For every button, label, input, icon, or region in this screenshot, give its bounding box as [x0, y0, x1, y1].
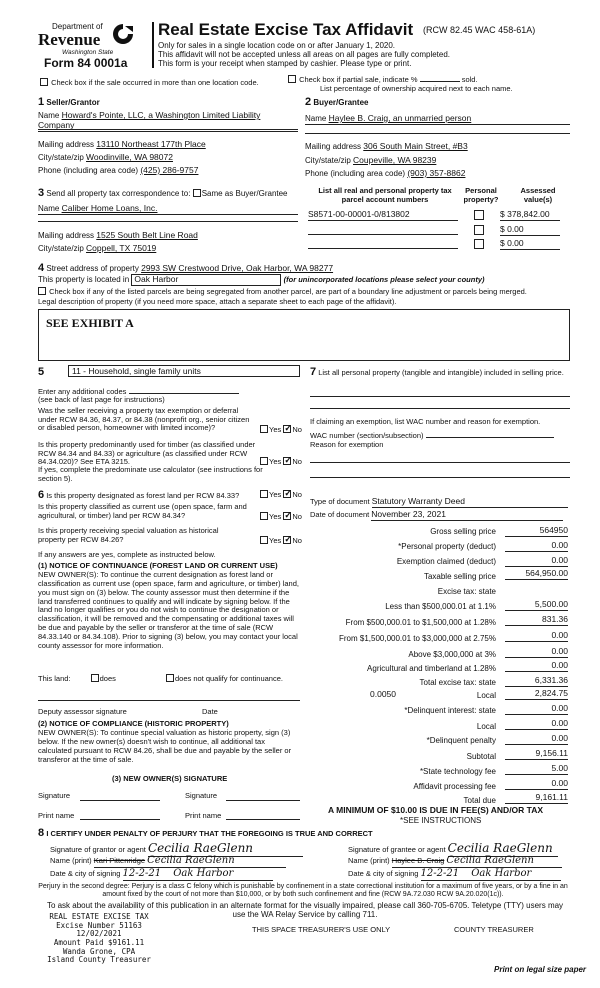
- multi-location-checkbox[interactable]: [40, 78, 48, 86]
- form-number: Form 84 0001a: [44, 56, 128, 70]
- segregation-label: Check box if any of the listed parcels are being segregated from another parcel, are part of a boundary line adjustment or parcels being merged.: [49, 287, 527, 296]
- reason-line-1[interactable]: [310, 462, 570, 463]
- gross-label: Gross selling price: [430, 527, 496, 536]
- minimum-notice: A MINIMUM OF $10.00 IS DUE IN FEE(S) AND/OR TAX: [328, 805, 544, 815]
- same-as-buyer-label: Same as Buyer/Grantee: [201, 189, 288, 198]
- stamp-line: 12/02/2021: [76, 929, 122, 939]
- wac-number-label: WAC number (section/subsection): [310, 431, 424, 440]
- new-owner-signature-title: (3) NEW OWNER(S) SIGNATURE: [112, 774, 228, 783]
- gross-selling-price[interactable]: 564950: [505, 526, 568, 537]
- see-instructions: *SEE INSTRUCTIONS: [400, 816, 482, 825]
- grantee-date-label: Date & city of signing: [348, 869, 419, 878]
- dept-of-label: Department of: [52, 22, 103, 31]
- tier5-label: Agricultural and timberland at 1.28%: [367, 664, 496, 673]
- buyer-heading: Buyer/Grantee: [313, 98, 369, 107]
- buyer-section: [305, 96, 570, 176]
- deputy-date-label: Date: [202, 707, 218, 716]
- local-rate[interactable]: 0.0050: [370, 689, 396, 699]
- grantor-signature[interactable]: Cecilia RaeGlenn: [148, 842, 303, 857]
- grantor-city: Oak Harbor: [173, 868, 234, 879]
- exemption-claimed[interactable]: 0.00: [505, 556, 568, 567]
- owner2-signature-line[interactable]: [226, 800, 300, 801]
- seller-addr-label: Mailing address: [38, 140, 95, 149]
- grantor-struck-name: Kari Pittenridge: [93, 856, 146, 865]
- seller-heading: Seller/Grantor: [46, 98, 100, 107]
- notice-continuance-text: NEW OWNER(S): To continue the current designation as forest land or classification as current use (open space, farm and agriculture, or timber) land, you must sign on (3) below. The county assessor must then determine if the land transferred continues to qualify and will indicate by signing below. If the land no longer qualifies or you do not wish to continue the designation or classification, it will be removed and the compensating or additional taxes will be due and payable by the seller or transferor at the time of sale (RCW 84.33.140 or 84.34.108). Prior to signing (3) below, you may contact your local county assessor for more information.: [38, 570, 299, 650]
- grantee-printed-name: Cecilia RaeGlenn: [446, 855, 534, 866]
- corr-num: 3: [38, 187, 45, 199]
- personal-property-header: Personal property?: [463, 186, 499, 204]
- subtitle-1: Only for sales in a single location code on or after January 1, 2020.: [158, 41, 396, 50]
- assessed-values-header: Assessed value(s): [520, 186, 556, 204]
- grantor-date-city-field[interactable]: [123, 868, 273, 881]
- assessed-value[interactable]: $ 378,842.00: [500, 210, 560, 221]
- doc-type-label: Type of document: [310, 497, 370, 506]
- personal-property-deduct[interactable]: 0.00: [505, 541, 568, 552]
- taxable-selling-price[interactable]: 564,950.00: [505, 569, 568, 580]
- sec4-num: 4: [38, 262, 45, 274]
- stamp-line: Excise Number 51163: [56, 920, 142, 930]
- personal-label: *Personal property (deduct): [398, 542, 496, 551]
- multi-location-label: Check box if the sale occurred in more than one location code.: [51, 78, 259, 87]
- additional-codes-label: Enter any additional codes: [38, 387, 127, 396]
- current-use-no-label: No: [292, 512, 302, 521]
- correspondence-section: [38, 187, 298, 257]
- reason-line-2[interactable]: [310, 477, 570, 478]
- doc-type[interactable]: Statutory Warranty Deed: [372, 497, 568, 508]
- historic-question: Is this property receiving special valuation as historical property per RCW 84.26?: [38, 526, 219, 544]
- delinquent-interest-label: *Delinquent interest: state: [404, 706, 496, 715]
- q1-yes-label: Yes: [269, 425, 282, 434]
- legal-description: SEE EXHIBIT A: [46, 316, 134, 330]
- legal-description-box[interactable]: [38, 309, 570, 361]
- street-address[interactable]: 2993 SW Crestwood Drive, Oak Harbor, WA 98277: [141, 263, 334, 273]
- grantor-date: 12-2-21: [122, 868, 162, 879]
- dor-logo-icon: [111, 22, 135, 46]
- sec8-num: 8: [38, 827, 45, 839]
- grantee-signature[interactable]: Cecilia RaeGlenn: [448, 842, 558, 857]
- forest-yes-label: Yes: [269, 490, 282, 499]
- q2-yes-label: Yes: [269, 457, 282, 466]
- buyer-address[interactable]: 306 South Main Street, #B3: [363, 141, 468, 151]
- sec6-num: 6: [38, 489, 45, 501]
- buyer-name-label: Name: [305, 114, 327, 123]
- exemption-claim-label: If claiming an exemption, list WAC number and reason for exemption.: [310, 417, 541, 426]
- predominate-use-note: If yes, complete the predominate use calculator (see instructions for section 5).: [38, 465, 263, 483]
- grantor-printed-name: Cecilia RaeGlenn: [147, 855, 235, 866]
- seller-city[interactable]: Woodinville, WA 98072: [86, 152, 173, 162]
- grantee-city: Oak Harbor: [471, 868, 532, 879]
- stamp-line: Island County Treasurer: [47, 955, 151, 965]
- buyer-name[interactable]: Haylee B. Craig, an unmarried person: [328, 113, 472, 123]
- does-not-checkbox[interactable]: [166, 674, 174, 682]
- sold-label: sold.: [461, 75, 478, 84]
- tech-fee[interactable]: 5.00: [505, 764, 568, 775]
- forest-no-checkbox[interactable]: [283, 490, 291, 498]
- stamp-line: REAL ESTATE EXCISE TAX: [49, 912, 149, 921]
- parcel-number[interactable]: [308, 225, 458, 235]
- partial-sale-checkbox[interactable]: [288, 75, 296, 83]
- location-select[interactable]: Oak Harbor: [131, 274, 281, 286]
- buyer-city-label: City/state/zip: [305, 156, 351, 165]
- corr-city-label: City/state/zip: [38, 244, 84, 253]
- doc-date[interactable]: November 23, 2021: [371, 510, 563, 521]
- owner-print-name-line[interactable]: [80, 819, 160, 820]
- q1-no-checkbox[interactable]: [283, 425, 291, 433]
- buyer-city[interactable]: Coupeville, WA 98239: [353, 155, 437, 165]
- grantee-print-label: Name (print): [348, 856, 390, 865]
- excise-stamp: [24, 913, 174, 965]
- total-state-label: Total excise tax: state: [419, 678, 496, 687]
- tier3-label: From $1,500,000.01 to $3,000,000 at 2.75%: [338, 634, 496, 643]
- q2-yes-checkbox[interactable]: [260, 457, 268, 465]
- assessed-value[interactable]: $ 0.00: [500, 225, 560, 236]
- does-not-label: does not qualify for continuance.: [174, 674, 283, 683]
- exemption-label: Exemption claimed (deduct): [396, 557, 496, 566]
- processing-fee-label: Affidavit processing fee: [413, 782, 496, 791]
- stamp-line: Amount Paid $9161.11: [53, 937, 145, 947]
- seller-name-label: Name: [38, 111, 60, 120]
- segregation-checkbox[interactable]: [38, 287, 46, 295]
- sec7-num: 7: [310, 366, 317, 378]
- grantor-date-label: Date & city of signing: [50, 869, 121, 878]
- owner2-signature-label: Signature: [185, 791, 218, 800]
- notice-continuance-title: (1) NOTICE OF CONTINUANCE (FOREST LAND OR CURRENT USE): [38, 561, 278, 570]
- owner2-print-name-label: Print name: [185, 811, 222, 820]
- additional-codes-input[interactable]: [129, 386, 239, 394]
- tier2-value[interactable]: 831.36: [505, 615, 568, 626]
- total-due-label: Total due: [463, 796, 496, 805]
- parcel-header: List all real and personal property tax parcel account numbers: [318, 186, 452, 204]
- state-tax-label: Excise tax: state: [437, 587, 496, 596]
- corr-heading: Send all property tax correspondence to:: [46, 189, 191, 198]
- grantee-date: 12-2-21: [420, 868, 460, 879]
- unincorporated-note: (for unincorporated locations please select your county): [283, 275, 485, 284]
- corr-name[interactable]: Caliber Home Loans, Inc.: [61, 203, 158, 213]
- tier5-value[interactable]: 0.00: [505, 661, 568, 672]
- form-title: Real Estate Excise Tax Affidavit: [158, 20, 414, 39]
- stamp-line: Wanda Grone, CPA: [62, 946, 136, 956]
- personal-property-checkbox[interactable]: [474, 239, 484, 249]
- historic-no-label: No: [292, 536, 302, 545]
- if-yes-instruction: If any answers are yes, complete as instructed below.: [38, 550, 216, 559]
- timber-question: Is this property predominantly used for timber (as classified under RCW 84.34 and 84.33) or agriculture (as classified under RCW 84.34.020)? See ETA 3215.: [38, 440, 256, 467]
- owner2-print-name-line[interactable]: [226, 819, 300, 820]
- certify-heading: I CERTIFY UNDER PENALTY OF PERJURY THAT THE FOREGOING IS TRUE AND CORRECT: [46, 829, 373, 838]
- personal-property-checkbox[interactable]: [474, 225, 484, 235]
- buyer-addr-label: Mailing address: [305, 142, 362, 151]
- seller-num: 1: [38, 96, 45, 108]
- local-interest[interactable]: 0.00: [505, 719, 568, 730]
- list-percentage-note: List percentage of ownership acquired next to each name.: [320, 84, 513, 93]
- grantor-sig-label: Signature of grantor or agent: [50, 845, 146, 854]
- deputy-signature-label: Deputy assessor signature: [38, 707, 127, 716]
- corr-address[interactable]: 1525 South Belt Line Road: [96, 230, 198, 240]
- street-address-label: Street address of property: [46, 264, 139, 273]
- local2-label: Local: [476, 722, 496, 731]
- subtotal-label: Subtotal: [466, 752, 496, 761]
- legal-paper-note: Print on legal size paper: [494, 965, 587, 974]
- tier1-label: Less than $500,000.01 at 1.1%: [385, 602, 496, 611]
- grantee-date-city-field[interactable]: [421, 868, 561, 881]
- tier1-value[interactable]: 5,500.00: [505, 600, 568, 611]
- see-back-note: (see back of last page for instructions): [38, 395, 165, 404]
- forest-no-label: No: [292, 490, 302, 499]
- this-land-label: This land:: [38, 674, 71, 683]
- revenue-wordmark: Revenue: [38, 30, 101, 49]
- owner-print-name-label: Print name: [38, 811, 75, 820]
- subtotal[interactable]: 9,156.11: [505, 749, 568, 760]
- does-checkbox[interactable]: [91, 674, 99, 682]
- current-use-no-checkbox[interactable]: [283, 512, 291, 520]
- owner-signature-line[interactable]: [80, 800, 160, 801]
- corr-city[interactable]: Coppell, TX 75019: [86, 243, 157, 253]
- historic-yes-checkbox[interactable]: [260, 536, 268, 544]
- tier4-value[interactable]: 0.00: [505, 647, 568, 658]
- current-use-yes-label: Yes: [269, 512, 282, 521]
- delinquent-penalty-label: *Delinquent penalty: [426, 736, 496, 745]
- processing-fee[interactable]: 0.00: [505, 779, 568, 790]
- personal-property-checkbox[interactable]: [474, 210, 484, 220]
- assessed-value[interactable]: $ 0.00: [500, 239, 560, 250]
- subtitle-2: This affidavit will not be accepted unless all areas on all pages are fully completed.: [158, 50, 451, 59]
- grantor-name-field[interactable]: [94, 855, 286, 868]
- tier2-label: From $500,000.01 to $1,500,000 at 1.28%: [345, 618, 496, 627]
- seller-name[interactable]: Howard's Pointe, LLC, a Washington Limited Liability Company: [38, 110, 261, 130]
- personal-property-line[interactable]: [310, 396, 570, 397]
- same-as-buyer-checkbox[interactable]: [193, 189, 201, 197]
- corr-name-label: Name: [38, 204, 60, 213]
- local-tax[interactable]: 2,824.75: [505, 689, 568, 700]
- q2-no-label: No: [292, 457, 302, 466]
- total-due[interactable]: 9,161.11: [505, 793, 568, 804]
- perjury-notice: Perjury in the second degree: Perjury is a class C felony which is punishable by confinement in a state correctional institution for a maximum of five years, or by a fine in an amount fixed by the court of not more than $10,000, or by both such confinement and fine (RCW 9A.72.030 RCW 9A.20.020(1c)).: [38, 883, 568, 899]
- seller-section: [38, 96, 298, 176]
- does-label: does: [99, 674, 116, 683]
- washington-state-label: Washington State: [62, 49, 114, 56]
- parcel-number[interactable]: [308, 239, 458, 249]
- parcel-number[interactable]: S8571-00-00001-0/813802: [308, 210, 458, 221]
- seller-city-label: City/state/zip: [38, 153, 84, 162]
- q1-yes-checkbox[interactable]: [260, 425, 268, 433]
- delinquent-penalty[interactable]: 0.00: [505, 734, 568, 745]
- tier3-value[interactable]: 0.00: [505, 631, 568, 642]
- buyer-phone-label: Phone (including area code): [305, 169, 406, 178]
- sec5-num: 5: [38, 366, 45, 378]
- reason-exemption-label: Reason for exemption: [310, 440, 384, 449]
- land-use-select[interactable]: 11 - Household, single family units: [68, 365, 300, 377]
- local-label: Local: [476, 691, 496, 700]
- grantee-struck-name: Haylee B. Craig: [391, 856, 445, 865]
- tier4-label: Above $3,000,000 at 3%: [408, 650, 496, 659]
- total-state-tax[interactable]: 6,331.36: [505, 676, 568, 687]
- personal-property-line-2[interactable]: [310, 408, 570, 409]
- current-use-question: Is this property classified as current use (open space, farm and agricultural, or timber) land per RCW 84.34?: [38, 502, 247, 520]
- located-in-label: This property is located in: [38, 275, 130, 284]
- seller-phone[interactable]: (425) 286-9757: [140, 165, 199, 175]
- buyer-num: 2: [305, 96, 312, 108]
- corr-addr-label: Mailing address: [38, 231, 95, 240]
- seller-phone-label: Phone (including area code): [38, 166, 139, 175]
- forest-question: Is this property designated as forest land per RCW 84.33?: [46, 491, 240, 500]
- grantor-print-label: Name (print): [50, 856, 92, 865]
- q1-no-label: No: [292, 425, 302, 434]
- doc-date-label: Date of document: [310, 510, 370, 519]
- delinquent-interest[interactable]: 0.00: [505, 704, 568, 715]
- form-rcw: (RCW 82.45 WAC 458-61A): [423, 25, 536, 35]
- notice-compliance-text: NEW OWNER(S): To continue special valuation as historic property, sign (3) below. If the new owner(s) doesn't wish to continue, all additional tax calculated pursuant to RCW 84.26, shall be due and payable by the seller or transferor at the time of sale.: [38, 728, 292, 764]
- personal-property-list-label: List all personal property (tangible and intangible) included in selling price.: [318, 368, 564, 377]
- tech-fee-label: *State technology fee: [419, 767, 496, 776]
- taxable-label: Taxable selling price: [423, 572, 496, 581]
- county-treasurer-label: COUNTY TREASURER: [454, 925, 534, 934]
- subtitle-3: This form is your receipt when stamped by cashier. Please type or print.: [158, 59, 412, 68]
- legal-description-label: Legal description of property (if you need more space, attach a separate sheet to each page of the affidavit).: [38, 297, 397, 306]
- historic-yes-label: Yes: [269, 536, 282, 545]
- forest-yes-checkbox[interactable]: [260, 490, 268, 498]
- grantee-name-field[interactable]: [392, 855, 562, 868]
- wac-number-input[interactable]: [426, 430, 554, 438]
- grantee-sig-label: Signature of grantee or agent: [348, 845, 446, 854]
- owner-signature-label: Signature: [38, 791, 71, 800]
- seller-address[interactable]: 13110 Northeast 177th Place: [96, 139, 206, 149]
- exemption-question: Was the seller receiving a property tax exemption or deferral under RCW 84.36, 84.37, or 84.38 (nonprofit org., senior citizen or disabled person, homeowner with limited income)?: [38, 406, 250, 433]
- current-use-yes-checkbox[interactable]: [260, 512, 268, 520]
- historic-no-checkbox[interactable]: [283, 536, 291, 544]
- alternate-format-notice: To ask about the availability of this publication in an alternate format for the visually impaired, please call 360-705-6705. Teletype (TTY) users may use the WA Relay Service by calling 711.: [46, 901, 564, 920]
- partial-sale-label: Check box if partial sale, indicate %: [299, 75, 418, 84]
- buyer-phone[interactable]: (903) 357-8862: [407, 168, 466, 178]
- notice-compliance-title: (2) NOTICE OF COMPLIANCE (HISTORIC PROPERTY): [38, 719, 229, 728]
- q2-no-checkbox[interactable]: [283, 457, 291, 465]
- treasurer-use-label: THIS SPACE TREASURER'S USE ONLY: [252, 925, 391, 934]
